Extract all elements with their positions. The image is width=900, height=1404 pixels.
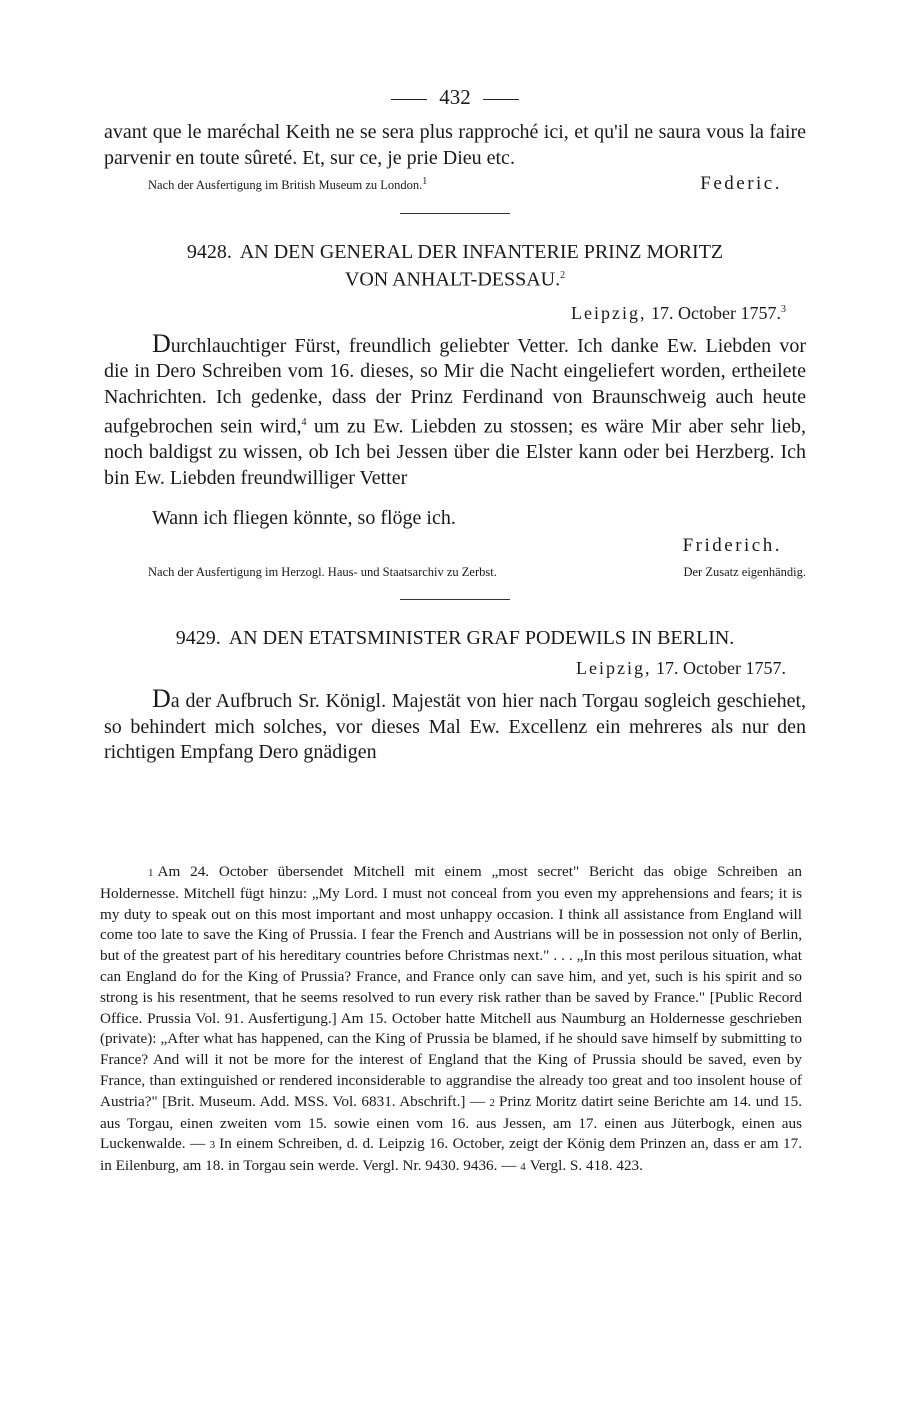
footnote-number-2: 2: [489, 1096, 496, 1109]
footnote-number-1: 1: [148, 867, 154, 879]
footnotes: [100, 862, 802, 1178]
letter-9428-body: Durchlauchtiger Fürst, freundlich geliebter Vetter. Ich danke Ew. Liebden vor die in Dero Schreiben vom 16. dieses, so Mir die Nacht eingeliefert worden, ertheilete Nachrichten. Ich gedenke, dass der Prinz Ferdinand von Braunschweig auch heute aufgebrochen sein wird,$^4$ um zu Ew. Liebden zu stossen; es wäre Mir aber sehr lieb, noch baldigst zu wissen, ob Ich bei Jessen über die Elster kann oder bei Herzberg. Ich bin Ew. Liebden freundwilliger Vetter: [104, 328, 806, 489]
letter-9429-body: Da der Aufbruch Sr. Königl. Majestät von hier nach Torgau sogleich geschiehet, so behindert mich solches, vor dieses Mal Ew. Excellenz ein mehreres als nur den richtigen Empfang Dero gnädigen: [104, 684, 806, 764]
footnote-ref-2: 2: [560, 270, 566, 282]
footnote-ref-4: 4: [301, 417, 307, 429]
prev-letter-footer: [148, 173, 782, 195]
letter-9428-signature: Friderich.: [682, 535, 782, 557]
section-divider: [400, 599, 510, 600]
letter-9428-dateline: Leipzig, 17. October 1757.$^3$: [571, 302, 786, 323]
footnote-ref-3: 3: [781, 303, 786, 315]
header-dash-right: [483, 99, 519, 100]
header-dash-left: [391, 99, 427, 100]
footnote-number-3: 3: [209, 1139, 216, 1152]
footnote-block: 1 Am 24. October übersendet Mitchell mit einem „most secret" Bericht das obige Schreiben an Holdernesse. Mitchell fügt hinzu: „My Lord. I must not conceal from you even my apprehensions and fears; it is my duty to speak out on this most important and most unhappy occasion. I think all assistance from England will come too late to save the King of Prussia. I fear the French and Austrians will be in possession not only of Berlin, but of the greatest part of his hereditary countries before Christmas next." . . . „In this most perilous situation, what can England do for the King of Prussia? France, and France only can save him, and yet, such is his spirit and so strong is his resentment, that he seems resolved to run every risk rather than be saved by France." [Public Record Office. Prussia Vol. 91. Ausfertigung.] Am 15. October hatte Mitchell aus Naumburg an Holdernesse geschrieben (private): „After what has happened, can the King of Prussia be blamed, if he should save himself by submitting to France? And will it not be more for the interest of England that the King of Prussia should be saved, even by France, than extinguished or rendered inconsiderable to aggrandise the already too great and too insolent house of Austria?" [Brit. Museum. Add. MSS. Vol. 6831. Abschrift.] — 2 Prinz Moritz datirt seine Berichte am 14. und 15. aus Torgau, einen zweiten vom 15. sowie einen vom 16. aus Jessen, am 17. einen aus Jüterbogk, einen aus Luckenwalde. — 3 In einem Schreiben, d. d. Leipzig 16. October, zeigt der König dem Prinzen an, dass er am 17. in Eilenburg, am 18. in Torgau sein werde. Vergl. Nr. 9430. 9436. — 4 Vergl. S. 418. 423.: [100, 863, 802, 1175]
section-divider: [400, 213, 510, 214]
page-body: [104, 84, 806, 766]
page-number-header: [104, 84, 806, 110]
footnote-number-4: 4: [520, 1161, 526, 1174]
letter-9428-postscript: Wann ich fliegen könnte, so flöge ich.: [152, 507, 456, 530]
prev-letter-text: avant que le maréchal Keith ne se sera plus rapproché ici, et qu'il ne saura vous la faire parvenir en toute sûreté. Et, sur ce, je prie Dieu etc.: [104, 121, 806, 169]
letter-9428-source-extra: Der Zusatz eigenhändig.: [683, 565, 806, 580]
letter-9428-number: 9428.: [186, 241, 232, 264]
letter-9428-source: Nach der Ausfertigung im Herzogl. Haus- und Staatsarchiv zu Zerbst. Der Zusatz eigenhändig.: [148, 565, 806, 580]
dropcap: D: [152, 684, 171, 714]
prev-letter-signature: Federic.: [700, 173, 782, 195]
letter-9429-heading: 9429. AN DEN ETATSMINISTER GRAF PODEWILS IN BERLIN.: [175, 627, 735, 650]
page-number: 432: [439, 85, 471, 109]
footnote-ref-1: 1: [422, 176, 428, 187]
letter-9429-dateline: Leipzig, 17. October 1757.: [576, 658, 786, 679]
letter-9429-number: 9429.: [175, 627, 221, 650]
dropcap: D: [152, 328, 171, 358]
prev-letter-source: Nach der Ausfertigung im British Museum zu London.$^1$: [148, 176, 428, 193]
letter-9428-heading: 9428. AN DEN GENERAL DER INFANTERIE PRINZ MORITZ VON ANHALT-DESSAU.$^2$: [186, 241, 724, 291]
